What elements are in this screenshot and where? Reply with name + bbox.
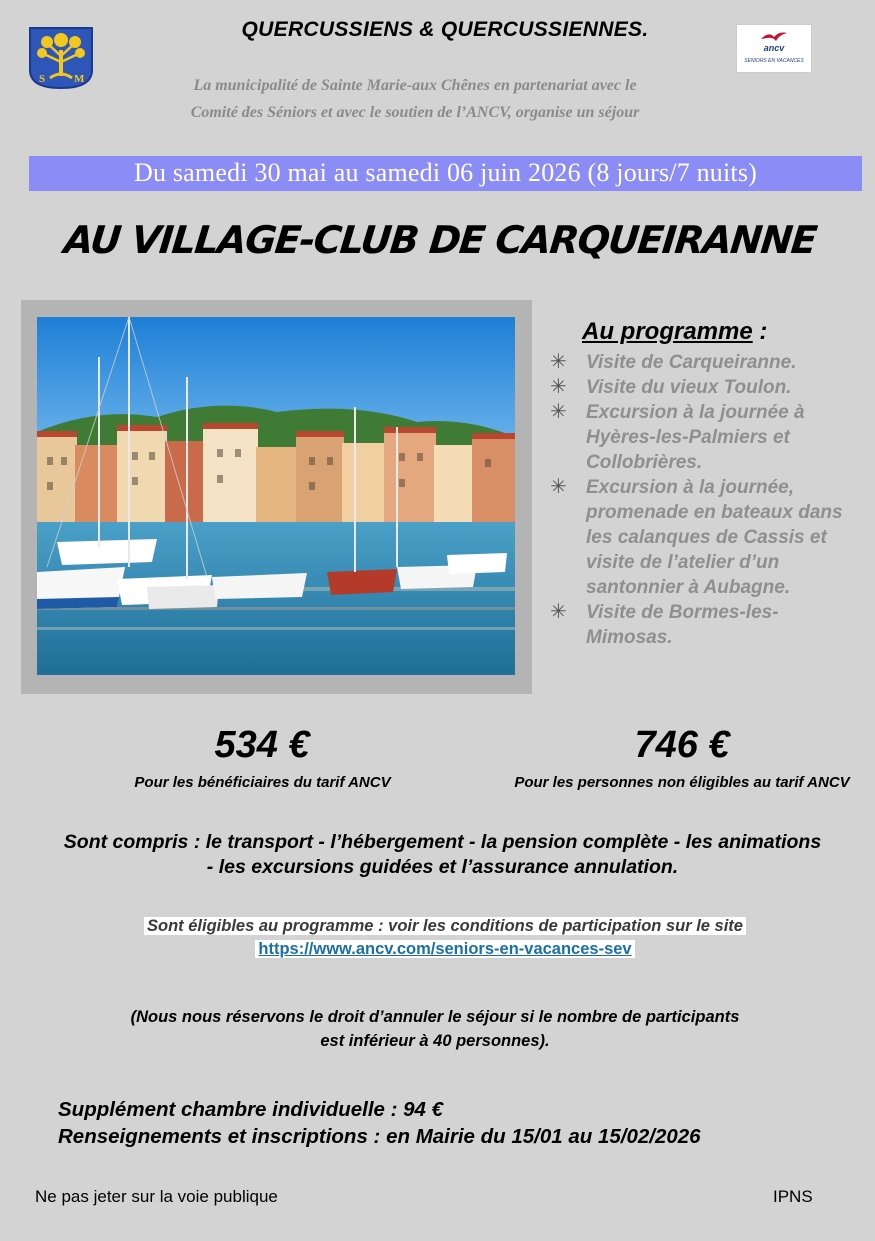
crest-icon — [28, 26, 94, 90]
cancellation-line-2: est inférieur à 40 personnes). — [320, 1032, 550, 1050]
programme-item-text: Excursion à la journée à Hyères-les-Palmiers et Collobrières. — [586, 402, 805, 473]
ancv-link[interactable]: https://www.ancv.com/seniors-en-vacances-sev — [255, 940, 634, 958]
asterisk-icon: ✳ — [550, 401, 567, 423]
asterisk-icon: ✳ — [550, 476, 567, 498]
info-section — [58, 1096, 838, 1150]
date-banner — [29, 156, 862, 191]
asterisk-icon: ✳ — [550, 376, 567, 398]
included-line-2: - les excursions guidées et l’assurance annulation. — [206, 856, 679, 878]
supplement-text: Supplément chambre individuelle : 94 € — [58, 1098, 444, 1121]
programme-item-text: Visite du vieux Toulon. — [586, 377, 792, 398]
harbor-photo — [37, 317, 515, 675]
header-title: QUERCUSSIENS & QUERCUSSIENNES. — [241, 18, 649, 41]
ancv-logo-text: ancv — [763, 43, 785, 53]
ancv-logo-subtitle: SENIORS EN VACANCES — [744, 58, 804, 64]
svg-text:M: M — [74, 73, 85, 85]
footer-ipns: IPNS — [773, 1187, 813, 1206]
intro-text — [110, 72, 720, 126]
price-ancv: 534 € — [214, 724, 310, 766]
intro-line-1: La municipalité de Sainte Marie-aux Chênes en partenariat avec le — [193, 77, 637, 94]
asterisk-icon: ✳ — [550, 601, 567, 623]
list-item — [548, 600, 860, 650]
eligibility-section — [100, 915, 790, 961]
svg-text:S: S — [39, 73, 46, 85]
programme-heading-colon: : — [752, 318, 768, 345]
intro-line-2: Comité des Séniors et avec le soutien de l’ANCV, organise un séjour — [190, 104, 640, 121]
cancellation-note — [60, 1005, 810, 1053]
programme-heading — [582, 318, 860, 346]
list-item — [548, 400, 860, 475]
cancellation-line-1: (Nous nous réservons le droit d’annuler le séjour si le nombre de participants — [130, 1008, 740, 1026]
programme-section — [548, 318, 860, 650]
footer-disclaimer: Ne pas jeter sur la voie publique — [35, 1187, 278, 1206]
programme-item-text: Visite de Bormes-les-Mimosas. — [586, 602, 779, 648]
registration-text: Renseignements et inscriptions : en Mairie du 15/01 au 15/02/2026 — [58, 1125, 701, 1148]
ancv-logo — [736, 24, 812, 73]
list-item — [548, 375, 860, 400]
programme-list — [548, 350, 860, 650]
programme-heading-text: Au programme — [582, 318, 753, 345]
eligibility-text: Sont éligibles au programme : voir les conditions de participation sur le site — [144, 917, 746, 935]
price-full-note: Pour les personnes non éligibles au tarif ANCV — [514, 774, 850, 791]
date-text: Du samedi 30 mai au samedi 06 juin 2026 (8 jours/7 nuits) — [133, 158, 758, 187]
price-ancv-note: Pour les bénéficiaires du tarif ANCV — [134, 774, 391, 791]
included-text — [20, 830, 865, 880]
price-full: 746 € — [634, 724, 730, 766]
programme-item-text: Excursion à la journée, promenade en bateaux dans les calanques de Cassis et visite de l’atelier d’un santonnier à Aubagne. — [586, 477, 843, 598]
list-item — [548, 475, 860, 600]
list-item — [548, 350, 860, 375]
programme-item-text: Visite de Carqueiranne. — [586, 352, 797, 373]
included-line-1: Sont compris : le transport - l’hébergement - la pension complète - les animations — [63, 831, 822, 853]
main-title: AU VILLAGE-CLUB DE CARQUEIRANNE — [61, 218, 819, 262]
asterisk-icon: ✳ — [550, 351, 567, 373]
